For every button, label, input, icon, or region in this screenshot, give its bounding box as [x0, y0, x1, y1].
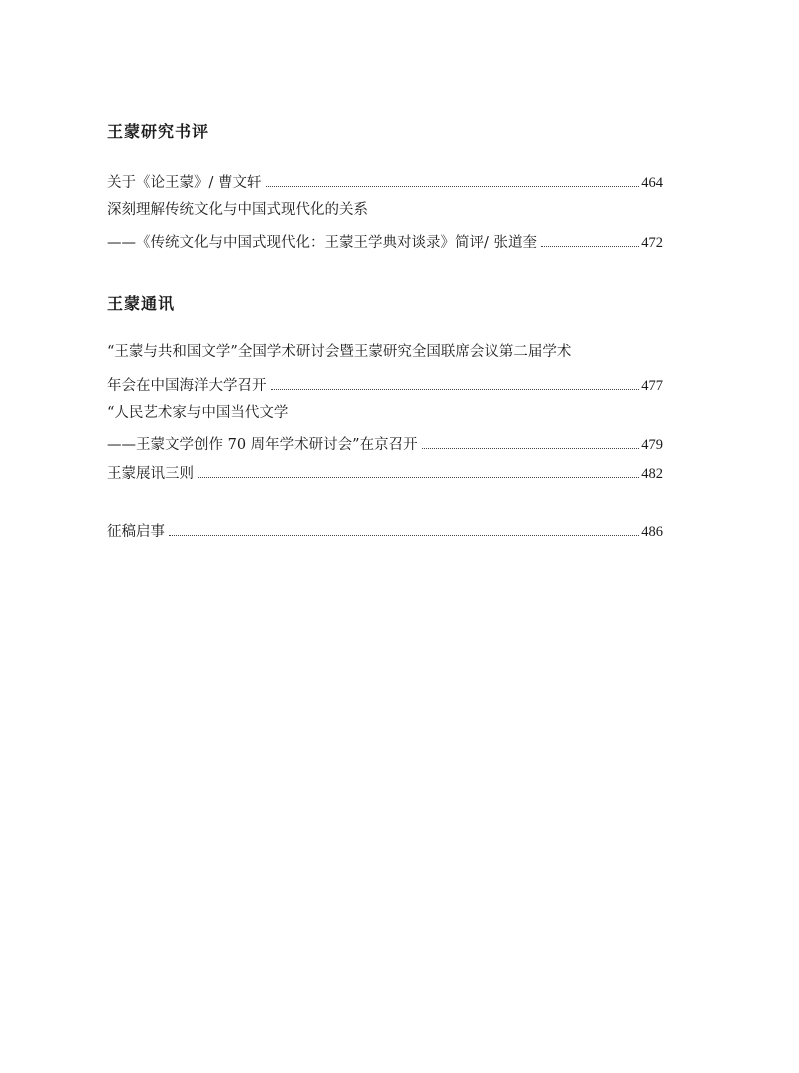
entry-subtitle: ——《传统文化与中国式现代化：王蒙王学典对谈录》简评 [107, 235, 484, 251]
dot-leader [266, 186, 640, 187]
entry-title: 深刻理解传统文化与中国式现代化的关系 [107, 202, 368, 218]
toc-entry[interactable] [107, 168, 663, 192]
dot-leader [422, 448, 640, 449]
entry-page-number: 479 [641, 437, 663, 453]
entry-page-number: 486 [641, 524, 663, 540]
entry-page-number: 477 [641, 378, 663, 394]
toc-entry-title-line[interactable] [107, 340, 663, 364]
toc-entry-title-line[interactable] [107, 401, 663, 425]
toc-entry[interactable] [107, 371, 663, 395]
toc-entry[interactable] [107, 459, 663, 483]
entry-page-number: 472 [641, 235, 663, 251]
section-heading-news: 王蒙通讯 [107, 294, 176, 313]
entry-title: 王蒙展讯三则 [107, 466, 194, 482]
toc-entry[interactable] [107, 430, 663, 454]
entry-title: 关于《论王蒙》 [107, 175, 209, 191]
section-heading-book-review: 王蒙研究书评 [107, 122, 210, 141]
entry-title: “王蒙与共和国文学”全国学术研讨会暨王蒙研究全国联席会议第二届学术 [107, 344, 572, 360]
entry-page-number: 464 [641, 175, 663, 191]
entry-author: / 张道奎 [484, 235, 537, 251]
entry-title: 征稿启事 [107, 524, 165, 540]
dot-leader [271, 389, 640, 390]
entry-title-continued: 年会在中国海洋大学召开 [107, 378, 267, 394]
entry-page-number: 482 [641, 466, 663, 482]
toc-entry-title-line[interactable] [107, 198, 663, 222]
dot-leader [169, 535, 639, 536]
toc-entry[interactable] [107, 517, 663, 541]
entry-subtitle: ——王蒙文学创作 70 周年学术研讨会”在京召开 [107, 437, 418, 453]
dot-leader [541, 246, 639, 247]
entry-author: / 曹文轩 [208, 175, 262, 191]
entry-title: “人民艺术家与中国当代文学 [107, 405, 289, 421]
dot-leader [198, 477, 639, 478]
toc-entry[interactable] [107, 228, 663, 252]
